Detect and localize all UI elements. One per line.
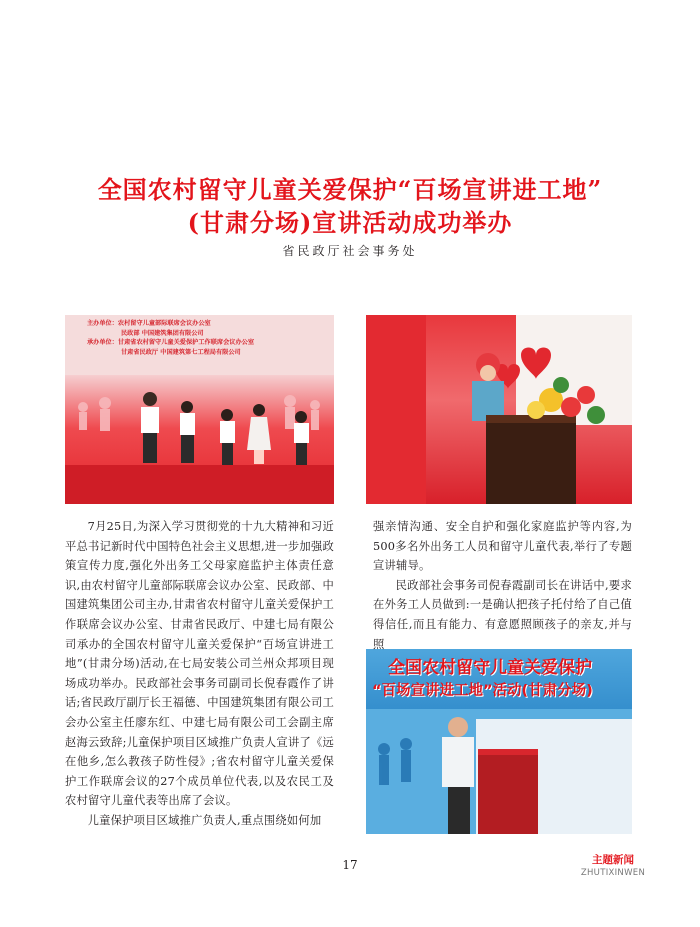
photo-podium-scene — [366, 315, 632, 504]
section-logo-en: ZHUTIXINWEN — [580, 868, 646, 878]
body-paragraph: 7月25日,为深入学习贯彻党的十九大精神和习近平总书记新时代中国特色社会主义思想,进一步加强政策宣传力度,强化外出务工父母家庭监护主体责任意识,由农村留守儿童部际联席会议办公室、民政部、中国建筑集团公司主办,甘肃省农村留守儿童关爱保护工作联席会议办公室、甘肃省民政厅、中建七局有限公司承办的全国农村留守儿童关爱保护“百场宣讲进工地”(甘肃分场)活动,在七局安装公司兰州众邦项目现场成功举办。民政部社会事务司副司长倪春霞作了讲话;省民政厅副厅长王福德、中国建筑集团有限公司工会办公室主任廖东红、中建七局有限公司工会副主席赵海云致辞;儿童保护项目区域推广负责人宣讲了《远在他乡,怎么教孩子防性侵》;省农村留守儿童关爱保护工作联席会议的27个成员单位代表,以及农民工及农村留守儿童代表等出席了会议。 — [65, 520, 334, 808]
body-column-left — [65, 517, 334, 831]
photo1-banner-line: 民政部 中国建筑集团有限公司 — [121, 329, 204, 337]
body-paragraph: 儿童保护项目区域推广负责人,重点围绕如何加 — [87, 813, 322, 827]
section-logo-cn: 主题新闻 — [592, 854, 634, 866]
body-paragraph: 强亲情沟通、安全自护和强化家庭监护等内容,为500多名外出务工人员和留守儿童代表,举行了专题宣讲辅导。 — [373, 520, 632, 573]
article-title-line-2: (甘肃分场)宣讲活动成功举办 — [187, 208, 513, 237]
section-logo — [578, 852, 648, 878]
photo3-banner-line-2: “百场宣讲进工地”活动(甘肃分场) — [372, 683, 593, 699]
photo1-banner-line: 承办单位：甘肃省农村留守儿童关爱保护工作联席会议办公室 — [87, 339, 255, 346]
article-title-line-1: 全国农村留守儿童关爱保护“百场宣讲进工地” — [97, 175, 603, 204]
photo3-banner-line-1: 全国农村留守儿童关爱保护 — [388, 658, 592, 678]
photo-children-on-stage — [65, 315, 334, 504]
photo1-banner — [87, 319, 254, 357]
photo1-banner-line: 主办单位：农村留守儿童部际联席会议办公室 — [87, 320, 211, 327]
body-paragraph: 民政部社会事务司倪春霞副司长在讲话中,要求在外务工人员做到:一是确认把孩子托付给了自己值得信任,而且有能力、有意愿照顾孩子的亲友,并与照 — [373, 578, 632, 651]
photo1-banner-line: 甘肃省民政厅 中国建筑第七工程局有限公司 — [121, 348, 241, 356]
photo-official-speech — [366, 649, 632, 834]
body-column-right — [373, 517, 632, 654]
article-byline: 省民政厅社会事务处 — [282, 244, 418, 258]
photo-speaker-podium — [366, 315, 632, 504]
page-number: 17 — [342, 858, 358, 872]
